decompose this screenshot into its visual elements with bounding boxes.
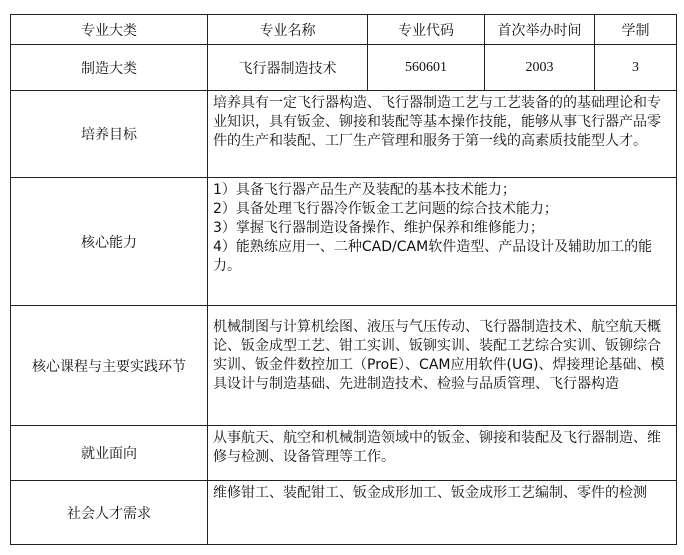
- demand-label: 社会人才需求: [11, 481, 208, 545]
- courses-label: 核心课程与主要实践环节: [11, 306, 208, 426]
- courses-text: 机械制图与计算机绘图、液压与气压传动、飞行器制造技术、航空航天概论、钣金成型工艺、钳工实训、钣铆实训、装配工艺综合实训、钣铆综合实训、钣金件数控加工（ProE）、CAM应用软件(UG)、焊接理论基础、模具设计与制造基础、先进制造技术、检验与品质管理、飞行器构造: [208, 306, 677, 426]
- header-category: 专业大类: [11, 15, 208, 45]
- ability-item: 2）具备处理飞行器冷作钣金工艺问题的综合技术能力；: [213, 201, 558, 217]
- courses-row: [11, 306, 677, 426]
- ability-list: [208, 178, 677, 306]
- header-code: 专业代码: [368, 15, 485, 45]
- ability-label: 核心能力: [11, 178, 208, 306]
- goal-text: 培养具有一定飞行器构造、飞行器制造工艺与工艺装备的的基础理论和专业知识，具有钣金、铆接和装配等基本操作技能，能够从事飞行器产品零件的生产和装配、工厂生产管理和服务于第一线的高素质技能型人才。: [208, 91, 677, 178]
- info-name: 飞行器制造技术: [208, 45, 368, 91]
- goal-row: [11, 91, 677, 178]
- ability-item: 1）具备飞行器产品生产及装配的基本技术能力；: [213, 182, 516, 198]
- ability-item: 4）能熟练应用一、二种CAD/CAM软件造型、产品设计及辅助加工的能力。: [213, 239, 653, 274]
- info-category: 制造大类: [11, 45, 208, 91]
- info-row: [11, 45, 677, 91]
- goal-label: 培养目标: [11, 91, 208, 178]
- header-name: 专业名称: [208, 15, 368, 45]
- ability-item: 3）掌握飞行器制造设备操作、维护保养和维修能力；: [213, 220, 544, 236]
- header-first-year: 首次举办时间: [485, 15, 595, 45]
- demand-row: [11, 481, 677, 545]
- employment-label: 就业面向: [11, 426, 208, 481]
- employment-row: [11, 426, 677, 481]
- employment-text: 从事航天、航空和机械制造领域中的钣金、铆接和装配及飞行器制造、维修与检测、设备管理等工作。: [208, 426, 677, 481]
- header-duration: 学制: [595, 15, 677, 45]
- info-first-year: 2003: [485, 45, 595, 91]
- header-row: [11, 15, 677, 45]
- info-duration: 3: [595, 45, 677, 91]
- ability-row: [11, 178, 677, 306]
- program-table: [10, 14, 677, 545]
- info-code: 560601: [368, 45, 485, 91]
- demand-text: 维修钳工、装配钳工、钣金成形加工、钣金成形工艺编制、零件的检测: [208, 481, 677, 545]
